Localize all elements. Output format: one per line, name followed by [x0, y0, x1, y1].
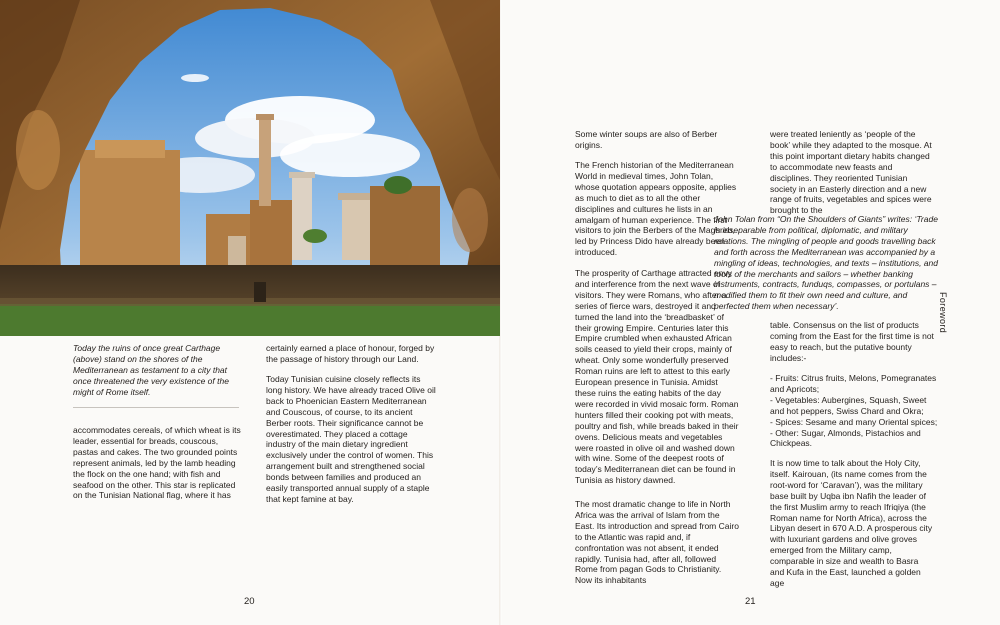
right-column-1-para-3: The prosperity of Carthage attracted envy and interference from the next wave of visitors. They were Romans, who after a series of fierce wars, destroyed it and turned the land into the ‘breadbasket’ of their growing Empire. Centuries later this Empire crumbled when exhausted African soils ceased to yield their crops, mainly of wheat. Only some wonderfully preserved Roman ruins are left to attest to this early European presence in Tunisia. Amidst these ruins the eating habits of the day were recorded in vivid mosaic form. Roman hunters filled their cooking pot with meats, poultry and fish, while breads baked in their ovens. Delicious meats and vegetables were roasted in olive oil and washed down with wine. Some of the deepest roots of today’s Mediterranean diet can be found in Tunisia as history dawned.: [575, 268, 739, 486]
products-list-item: - Other: Sugar, Almonds, Pistachios and Chickpeas.: [770, 427, 921, 449]
page-number-left: 20: [244, 596, 255, 607]
right-column-2-para-1: were treated leniently as ‘people of the book’ while they adapted to the mosque. At this point important dietary habits changed to accommodate new feasts and disciplines. They reoriented Tunisian society in an Easterly direction and a new range of fruits, vegetables and spices were brought to the: [770, 129, 932, 216]
photo-caption: Today the ruins of once great Carthage (above) stand on the shores of the Mediterranean as testament to a city that once threatened the very existence of the might of Rome itself.: [73, 343, 229, 397]
section-tab-foreword: Foreword: [938, 292, 948, 334]
left-column-1-text: accommodates cereals, of which wheat is its leader, essential for breads, couscous, pastas and cakes. The two grounded points represent animals, led by the lamb heading the flock on the one hand; with fish and seafood on the other. This star is replicated on the Tunisian National flag, where it has: [73, 425, 241, 501]
carthage-ruins-illustration: [0, 0, 500, 336]
carthage-ruins-photo: [0, 0, 500, 336]
right-column-2-para-3: It is now time to talk about the Holy City, itself. Kairouan, (its name comes from the root-word for ‘Caravan’), was the military base built by Uqba ibn Nafih the leader of the first Muslim army to reach Ifriqiya (the Roman name for North Africa), across the Libyan desert in 670 A.D. A prosperous city with luxuriant gardens and olive groves emerged from the Military camp, comparable in size and wealth to Basra and Kufa in the East, launched a golden age: [770, 458, 933, 588]
right-column-1-para-4: The most dramatic change to life in North Africa was the arrival of Islam from the East. Its introduction and spread from Cairo to the Atlantic was rapid and, if confrontation was not absent, it ended rapidly. Tunisia had, after all, followed Rome from pagan Gods to Christianity. Now its inhabitants: [575, 499, 739, 586]
products-list-item: - Fruits: Citrus fruits, Melons, Pomegranates and Apricots;: [770, 373, 937, 394]
caption-divider: [73, 407, 239, 408]
products-list: [770, 373, 938, 449]
products-list-item: - Spices: Sesame and many Oriental spices;: [770, 416, 938, 427]
page-number-right: 21: [745, 596, 756, 607]
john-tolan-quote: John Tolan from “On the Shoulders of Giants” writes: ‘Trade is inseparable from political, diplomatic, and military relations. The mingling of people and goods travelling back and forth across the Mediterranean was accompanied by a mingling of ideas, technologies, and texts – institutions, and tools of the merchants and sailors – whether banking instruments, contracts, funduqs, compasses, or portulans – modified them to fit their own need and culture, and perfected them when necessary’.: [714, 214, 938, 312]
right-column-2-para-2: table. Consensus on the list of products coming from the East for the first time is not easy to reach, but the putative bounty includes:-: [770, 320, 934, 363]
left-column-2-para-1: certainly earned a place of honour, forged by the passage of history through our Land.: [266, 343, 435, 364]
products-list-item: - Vegetables: Aubergines, Squash, Sweet and hot peppers, Swiss Chard and Okra;: [770, 394, 927, 416]
left-column-2-para-2: Today Tunisian cuisine closely reflects its long history. We have already traced Olive oil back to Phoenician Eastern Mediterranean and Couscous, of course, to its ancient Berber roots. Their significance cannot be overestimated. They placed a cottage industry of the main dietary ingredient exclusively under the control of women. This arrangement built and strengthened social bonds between families and produced an easily transported annual supply of a staple that kept famine at bay.: [266, 374, 436, 504]
right-column-1-para-2: The French historian of the Mediterranean World in medieval times, John Tolan, whose quotation appears opposite, applies as much to diet as to all the other disciplines and cultures he lists in an amalgam of human experience. The first visitors to join the Berbers of the Maghreb, led by Princess Dido have already been introduced.: [575, 160, 737, 258]
right-column-1-para-1: Some winter soups are also of Berber origins.: [575, 129, 718, 150]
